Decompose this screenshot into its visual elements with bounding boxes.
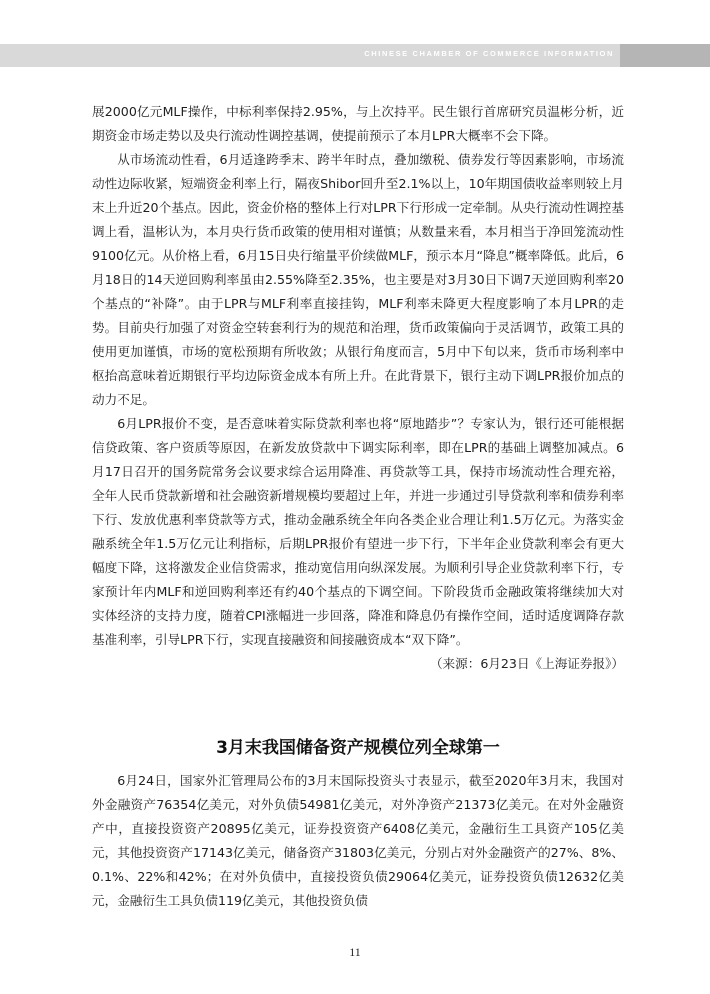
article2-paragraph-1: 6月24日，国家外汇管理局公布的3月末国际投资头寸表显示，截至2020年3月末，我国对外金融资产76354亿美元，对外负债54981亿美元，对外净资产21373亿美元。在对外金融资产中，直接投资资产20895亿美元，证券投资资产6408亿美元，金融衍生工具资产105亿美元，其他投资资产17143亿美元，储备资产31803亿美元，分别占对外金融资产的27%、8%、0.1%、22%和42%；在对外负债中，直接投资负债29064亿美元，证券投资负债12632亿美元，金融衍生工具负债119亿美元，其他投资负债 [92, 773, 624, 908]
header-band [0, 44, 710, 67]
article-paragraph-2: 从市场流动性看，6月适逢跨季末、跨半年时点，叠加缴税、债券发行等因素影响，市场流动性边际收紧，短端资金利率上行，隔夜Shibor回升至2.1%以上，10年期国债收益率则较上月末上升近20个基点。因此，资金价格的整体上行对LPR下行形成一定牵制。从央行流动性调控基调上看，温彬认为，本月央行货币政策的使用相对谨慎；从数量来看，本月相当于净回笼流动性9100亿元。从价格上看，6月15日央行缩量平价续做MLF，预示本月“降息”概率降低。此后，6月18日的14天逆回购利率虽由2.55%降至2.35%，也主要是对3月30日下调7天逆回购利率20个基点的“补降”。由于LPR与MLF利率直接挂钩，MLF利率未降更大程度影响了本月LPR的走势。目前央行加强了对资金空转套利行为的规范和治理，货币政策偏向于灵活调节，政策工具的使用更加谨慎，市场的宽松预期有所收敛；从银行角度而言，5月中下旬以来，货币市场利率中枢抬高意味着近期银行平均边际资金成本有所上升。在此背景下，银行主动下调LPR报价加点的动力不足。 [92, 152, 624, 407]
article-paragraph-1: 展2000亿元MLF操作，中标利率保持2.95%，与上次持平。民生银行首席研究员温彬分析，近期资金市场走势以及央行流动性调控基调，使提前预示了本月LPR大概率不会下降。 [92, 104, 624, 143]
header-tab [620, 44, 710, 67]
publication-name: CHINESE CHAMBER OF COMMERCE INFORMATION [364, 49, 614, 58]
article-paragraph-3 [92, 412, 624, 671]
article-paragraph-3-text: 6月LPR报价不变，是否意味着实际贷款利率也将“原地踏步”？专家认为，银行还可能根据信贷政策、客户资质等原因，在新发放贷款中下调实际利率，即在LPR的基础上调整加减点。6月17日召开的国务院常务会议要求综合运用降准、再贷款等工具，保持市场流动性合理充裕，全年人民币贷款新增和社会融资新增规模均要超过上年，并进一步通过引导贷款利率和债券利率下行、发放优惠利率贷款等方式，推动金融系统全年向各类企业合理让利1.5万亿元。为落实金融系统全年1.5万亿元让利指标，后期LPR报价有望进一步下行，下半年企业贷款利率会有更大幅度下降，这将激发企业信贷需求，推动宽信用向纵深发展。为顺利引导企业贷款利率下行，专家预计年内MLF和逆回购利率还有约40个基点的下调空间。下阶段货币金融政策将继续加大对实体经济的支持力度，随着CPI涨幅进一步回落，降准和降息仍有操作空间，适时适度调降存款基准利率，引导LPR下行，实现直接融资和间接融资成本“双下降”。 [92, 416, 624, 647]
article-source: （来源：6月23日《上海证券报》） [429, 656, 624, 671]
page-number: 11 [349, 945, 361, 959]
article2-body [92, 769, 624, 913]
section-title: 3月末我国储备资产规模位列全球第一 [216, 738, 500, 758]
article-body [92, 100, 624, 676]
